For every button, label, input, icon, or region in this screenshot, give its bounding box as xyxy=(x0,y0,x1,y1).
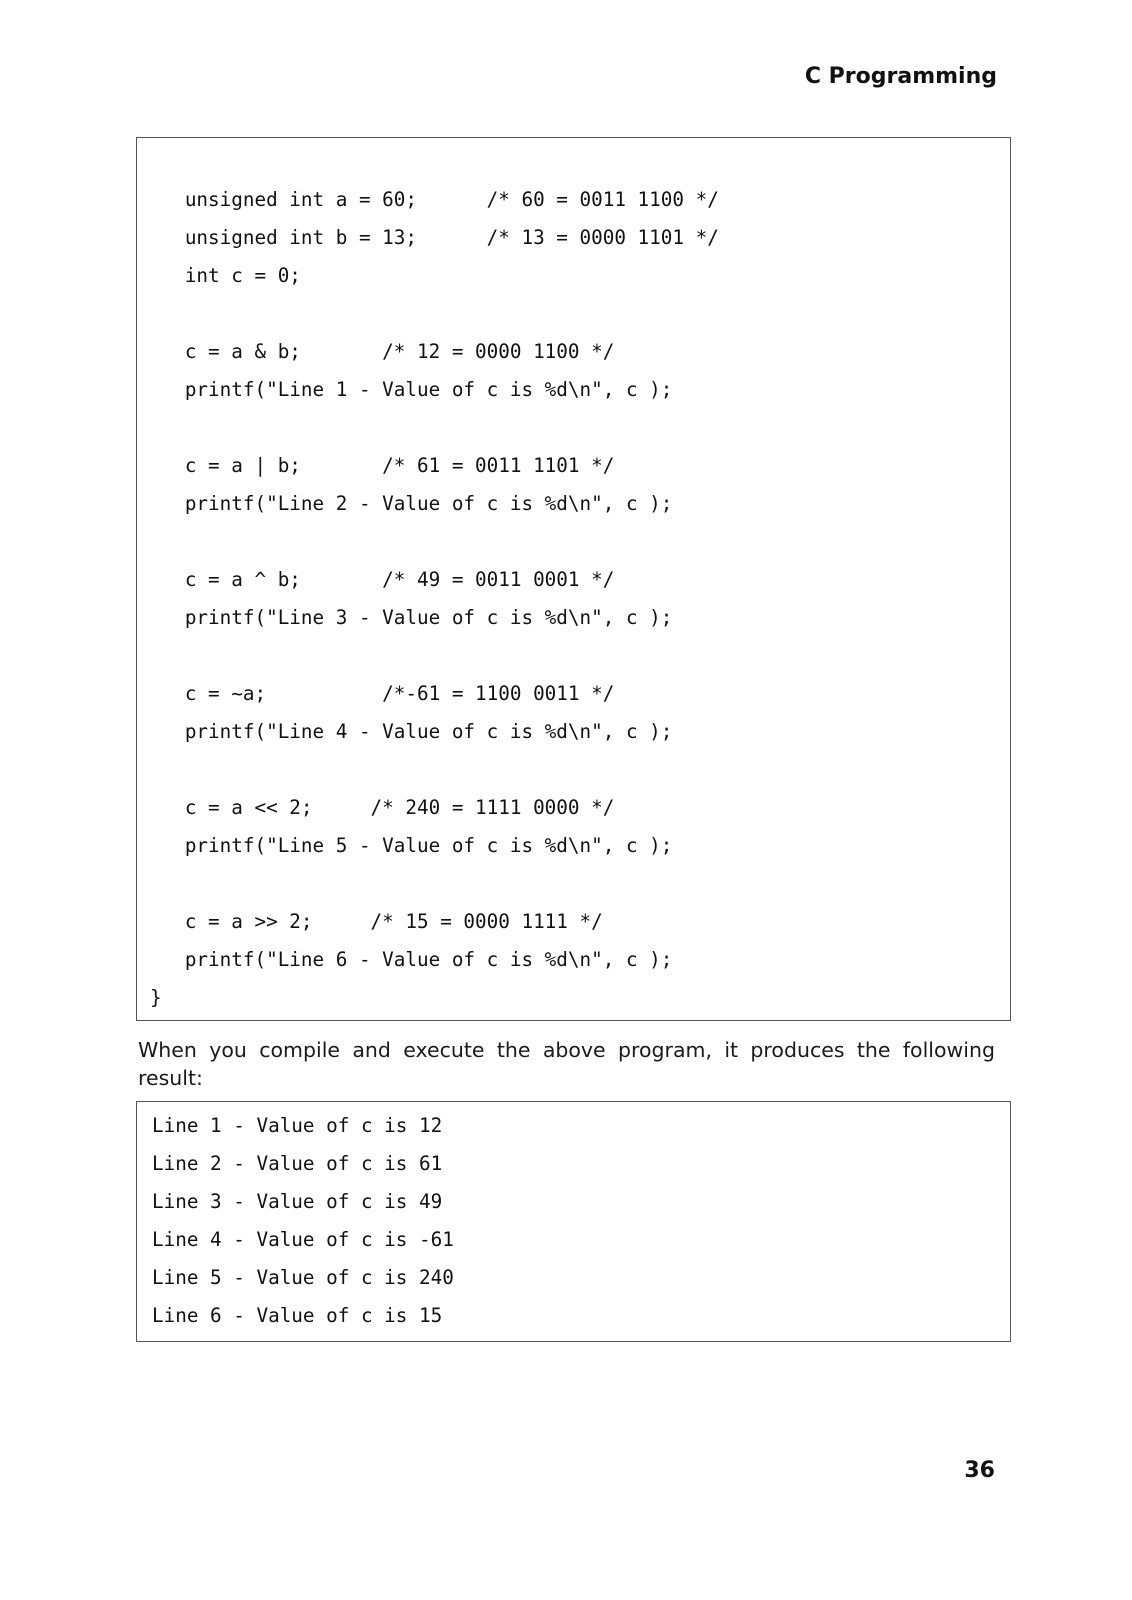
code-listing xyxy=(136,137,1011,1021)
code-line: printf("Line 3 - Value of c is %d\n", c ); xyxy=(150,606,673,629)
code-line: c = a ^ b; /* 49 = 0011 0001 */ xyxy=(150,568,615,591)
page-header-title: C Programming xyxy=(804,64,997,89)
page-number: 36 xyxy=(964,1458,995,1483)
code-line: unsigned int b = 13; /* 13 = 0000 1101 */ xyxy=(150,226,719,249)
code-line: c = a | b; /* 61 = 0011 1101 */ xyxy=(150,454,615,477)
code-line: c = a >> 2; /* 15 = 0000 1111 */ xyxy=(150,910,603,933)
code-line: printf("Line 1 - Value of c is %d\n", c ); xyxy=(150,378,673,401)
program-output xyxy=(136,1101,1011,1342)
code-line: c = a & b; /* 12 = 0000 1100 */ xyxy=(150,340,615,363)
code-line: unsigned int a = 60; /* 60 = 0011 1100 */ xyxy=(150,188,719,211)
code-line: printf("Line 6 - Value of c is %d\n", c ); xyxy=(150,948,673,971)
output-line: Line 5 - Value of c is 240 xyxy=(152,1266,454,1289)
code-line: int c = 0; xyxy=(150,264,301,287)
code-line: c = a << 2; /* 240 = 1111 0000 */ xyxy=(150,796,615,819)
code-line: printf("Line 2 - Value of c is %d\n", c ); xyxy=(150,492,673,515)
output-line: Line 1 - Value of c is 12 xyxy=(152,1114,443,1137)
output-line: Line 2 - Value of c is 61 xyxy=(152,1152,443,1175)
output-line: Line 6 - Value of c is 15 xyxy=(152,1304,443,1327)
code-line: printf("Line 5 - Value of c is %d\n", c ); xyxy=(150,834,673,857)
code-line: printf("Line 4 - Value of c is %d\n", c ); xyxy=(150,720,673,743)
code-line: c = ~a; /*-61 = 1100 0011 */ xyxy=(150,682,615,705)
output-line: Line 4 - Value of c is -61 xyxy=(152,1228,454,1251)
output-line: Line 3 - Value of c is 49 xyxy=(152,1190,443,1213)
body-paragraph: When you compile and execute the above program, it produces the following result: xyxy=(138,1038,995,1090)
code-line: } xyxy=(150,986,162,1009)
